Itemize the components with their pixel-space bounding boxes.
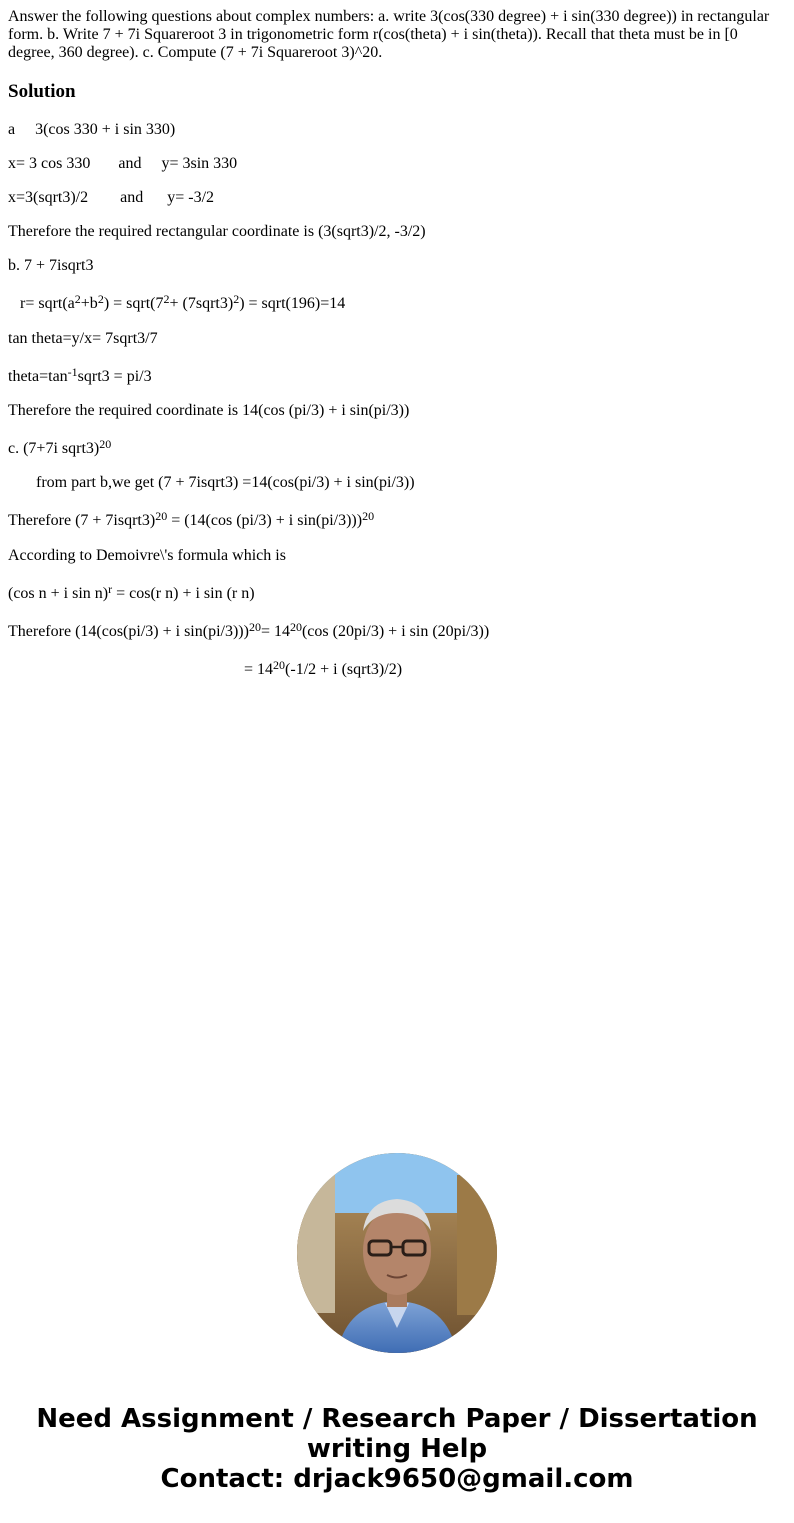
part-c-apply: Therefore (14(cos(pi/3) + i $\sin(pi/3)))^{20}= 14^{20}(\cos$ (20pi/3) + i sin (20pi/3))	[8, 620, 490, 640]
author-avatar	[297, 1153, 497, 1353]
part-a-xy: x= 3 cos 330 and y= 3sin 330	[8, 155, 238, 172]
part-b-theta: $theta=\tan^{-1}sqrt3 = pi/3$	[8, 365, 152, 385]
promo-contact: Contact: drjack9650@gmail.com	[160, 1464, 634, 1494]
part-c-final: = $14^{20}(-1/2 + i$ (sqrt3)/2)	[8, 658, 403, 678]
question-text: Answer the following questions about complex numbers: a. write 3(cos(330 degree) + i sin(330 degree)) in rectangular form. b. Write 7 + 7i Squareroot 3 in trigonometric form r(cos(theta) + i sin(theta)). Recall that theta must be in [0 degree, 360 degree). c. Compute (7 + 7i Squareroot 3)^20.	[8, 8, 770, 61]
author-photo-illustration	[297, 1153, 497, 1353]
part-c-formula: (cos n + i sin n)$^r$ = cos(r n) + i sin (r n)	[8, 582, 255, 602]
part-c-from-b: from part b,we get (7 + 7isqrt3) =14(cos(pi/3) + i sin(pi/3))	[8, 474, 415, 491]
promo-footer	[0, 1404, 794, 1494]
solution-heading: Solution	[8, 81, 76, 102]
promo-line-2: writing Help	[306, 1434, 488, 1464]
part-a-xy-values: x=3(sqrt3)/2 and y= -3/2	[8, 189, 215, 206]
part-c-demoivre: According to Demoivre\'s formula which is	[8, 547, 286, 564]
part-b-tan: tan theta=y/x= 7sqrt3/7	[8, 330, 158, 347]
part-a-expression: a 3(cos 330 + i sin 330)	[8, 121, 176, 138]
part-a-result: Therefore the required rectangular coordinate is (3(sqrt3)/2, -3/2)	[8, 223, 426, 240]
part-b-modulus: $r= sqrt(a^2+b^2)$ = $sqrt(7^2+$ (7sqrt3)$^2$) = sqrt(196)=14	[8, 292, 346, 312]
promo-line-1: Need Assignment / Research Paper / Dissertation	[36, 1404, 758, 1434]
part-b-expression: b. 7 + 7isqrt3	[8, 257, 94, 274]
part-c-therefore: Therefore (7 + 7isqrt3)$^{20}$ = (14(cos (pi/3) + i sin(pi/3)))$^{20}$	[8, 509, 375, 529]
part-b-result: Therefore the required coordinate is 14(cos (pi/3) + i sin(pi/3))	[8, 402, 410, 419]
part-c-expression: c. (7+7i sqrt3)$^{20}$	[8, 437, 112, 457]
